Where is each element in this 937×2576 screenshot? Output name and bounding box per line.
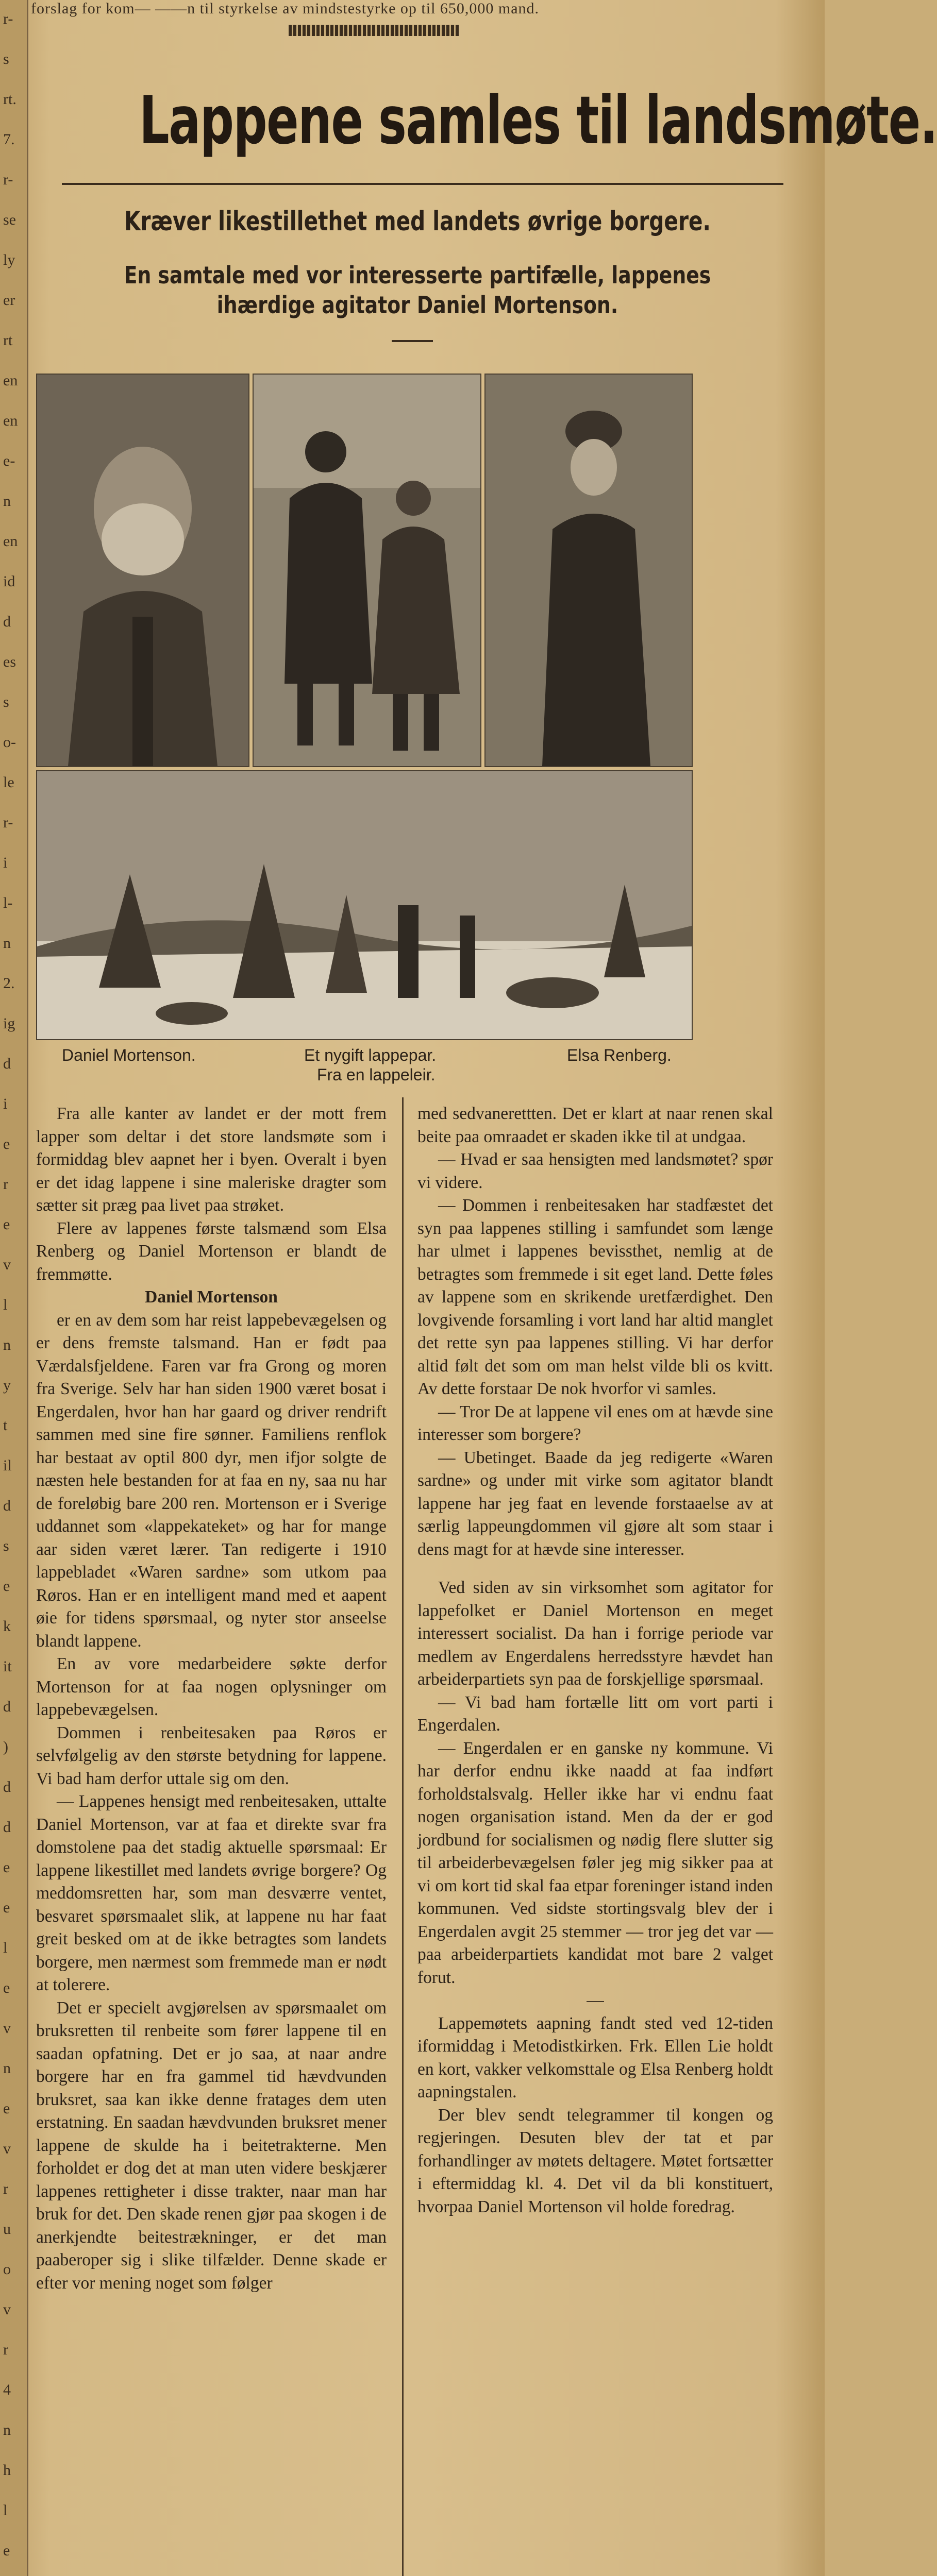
paragraph: — Engerdalen er en ganske ny kommune. Vi har derfor endnu ikke naadd at faa indført forholdstalsvalg. Heller ikke har vi endnu faat nogen organisation istand. Men da der er god jordbund for socialismen og nødig flere slutter sig til arbeiderbevægelsen føler jeg mig sikker paa at vi om kort tid skal faa etpar foreninger istand inden kommunen. Ved sidste stortingsvalg blev der i Engerdalen avgit 25 stemmer — tror jeg det var — paa arbeiderpartiets kandidat mot bare 2 valget forut. bbox=[417, 1738, 773, 1987]
deck-line-1: En samtale med vor interesserte partifælle, lappenes bbox=[124, 261, 711, 289]
caption-mortenson: Daniel Mortenson. bbox=[62, 1046, 196, 1064]
margin-fragment: 7. bbox=[3, 131, 15, 148]
margin-fragment: e bbox=[3, 1216, 10, 1233]
margin-fragment: s bbox=[3, 1537, 9, 1554]
margin-fragment: d bbox=[3, 613, 11, 630]
adjacent-column-fragment bbox=[0, 0, 28, 2576]
margin-fragment: s bbox=[3, 693, 9, 710]
margin-fragment: v bbox=[3, 2020, 11, 2037]
paragraph: Fra alle kanter av landet er der mott frem lapper som deltar i det store landsmøte som i formiddag blev aapnet her i byen. Overalt i byen er det idag lappene i sine maleriske dragter som sætter sit præg paa livet paa strøket. bbox=[36, 1104, 387, 1215]
section-heading: Daniel Mortenson bbox=[145, 1287, 278, 1307]
margin-fragment: k bbox=[3, 1618, 11, 1635]
margin-fragment: v bbox=[3, 2140, 11, 2157]
previous-article-fragment: forslag for kom— ——n til styrkelse av mindstestyrke op til 650,000 mand. bbox=[31, 0, 540, 17]
margin-fragment: ) bbox=[3, 1738, 8, 1755]
margin-fragment: en bbox=[3, 372, 18, 389]
margin-fragment: il bbox=[3, 1457, 12, 1474]
margin-fragment: ly bbox=[3, 251, 15, 268]
paragraph: Der blev sendt telegrammer til kongen og regjeringen. Desuten blev der tat et par forhandlinger av møtets deltagere. Møtet fortsætter i eftermiddag kl. 4. Det vil da bli konstituert, hvorpaa Daniel Mortenson vil holde foredrag. bbox=[417, 2105, 773, 2216]
margin-fragment: d bbox=[3, 1698, 11, 1715]
paragraph: — Lappenes hensigt med renbeitesaken, uttalte Daniel Mortenson, var at faa et direkte svar fra domstolene paa det stadig aktuelle spørsmaal: Er lappene likestillet med landets øvrige borgere? Og meddomsretten har, som man desværre ventet, besvaret spørsmaalet slik, at lappene nu har faat greit besked om at de ikke betragtes som landets borgere, men nærmest som fremmede man er nødt at tolerere. bbox=[36, 1792, 387, 1994]
margin-fragment: en bbox=[3, 412, 18, 429]
margin-fragment: r- bbox=[3, 171, 13, 188]
paragraph: — Vi bad ham fortælle litt om vort parti i Engerdalen. bbox=[417, 1692, 773, 1735]
margin-fragment: e- bbox=[3, 452, 15, 469]
margin-fragment: v bbox=[3, 2301, 11, 2318]
margin-fragment: e bbox=[3, 1899, 10, 1916]
paragraph: er en av dem som har reist lappebevægelsen og er dens fremste talsmand. Han er født paa Værdalsfjeldene. Faren var fra Grong og moren fra Sverige. Selv har han siden 1900 været bosat i Engerdalen, hvor han har gaard og driver rendrift sammen med sine fire sønner. Familiens renflok har bestaat av optil 800 dyr, men ifjor solgte de næsten hele bestanden for at faa en ny, saa nu har de foreløbig bare 200 ren. Mortenson er i Sverige uddannet som «lappekateket» og har for mange aar siden været lærer. Tan redigerte i 1910 lappebladet «Waren sardne» som utkom paa Røros. Han er en intelligent mand med et aapent øie for tidens spørsmaal, og nyter stor anseelse blandt lappene. bbox=[36, 1310, 387, 1651]
margin-fragment: n bbox=[3, 2421, 11, 2438]
margin-fragment: r- bbox=[3, 10, 13, 27]
subheadline: Kræver likestillethet med landets øvrige borgere. bbox=[124, 206, 711, 237]
deck bbox=[41, 260, 794, 320]
margin-fragment: le bbox=[3, 774, 14, 791]
margin-fragment: it bbox=[3, 1658, 12, 1675]
column-divider bbox=[402, 1097, 404, 2576]
margin-fragment: er bbox=[3, 292, 15, 309]
photo-captions bbox=[31, 1046, 804, 1087]
margin-fragment: e bbox=[3, 2100, 10, 2117]
margin-fragment: v bbox=[3, 1256, 11, 1273]
caption-couple: Et nygift lappepar. bbox=[304, 1046, 437, 1064]
margin-fragment: 4 bbox=[3, 2381, 11, 2398]
paragraph: Det er specielt avgjørelsen av spørsmaalet om bruksretten til renbeite som fører lappene til en saadan opfatning. Det er jo saa, at naar andre borgere har en fra gammel tid hævdvunden bruksret, saa kan ikke denne fratages dem uten erstatning. En saadan hævdvunden bruksret mener lappene de skulde ha i beitetrakterne. Men forholdet er dog det at man uten videre beskjærer lappenes rettigheter i disse trakter, naar man har bruk for det. Den skade renen gjør paa skogen i de anerkjendte beitestrækninger, er det man paaberoper sig i slike tilfælder. Denne skade er efter vor mening noget som følger bbox=[36, 1998, 387, 2293]
margin-fragment: e bbox=[3, 1859, 10, 1876]
margin-fragment: e bbox=[3, 1136, 10, 1153]
margin-fragment: rt. bbox=[3, 91, 16, 108]
margin-fragment: e bbox=[3, 1979, 10, 1996]
margin-fragment: n bbox=[3, 493, 11, 510]
paragraph: Lappemøtets aapning fandt sted ved 12-tiden iformiddag i Metodistkirken. Frk. Ellen Lie holdt en kort, vakker velkomsttale og Elsa Renberg holdt aapningstalen. bbox=[417, 2013, 773, 2102]
paragraph: En av vore medarbeidere søkte derfor Mortenson for at faa nogen oplysninger om lappebevægelsen. bbox=[36, 1654, 387, 1719]
deck-line-2: ihærdige agitator Daniel Mortenson. bbox=[216, 291, 618, 319]
margin-fragment: se bbox=[3, 211, 16, 228]
paragraph: — Dommen i renbeitesaken har stadfæstet det syn paa lappenes stilling i samfundet som længe har ulmet i lappenes bevissthet, nemlig at de betragtes som fremmede i sit eget land. Dette føles av lappene som en skrikende uretfærdighet. Den lovgivende forsamling i vort land har altid manglet det rette syn paa lappenes stilling. Vi har derfor altid følt det som om man helst vilde bli os kvitt. Av dette forstaar De nok hvorfor vi samles. bbox=[417, 1196, 773, 1398]
margin-fragment: t bbox=[3, 1417, 8, 1434]
margin-fragment: d bbox=[3, 1497, 11, 1514]
paragraph: Dommen i renbeitesaken paa Røros er selvfølgelig av den største betydning for lappene. Vi bad ham derfor uttale sig om den. bbox=[36, 1723, 387, 1788]
portrait-photo-mortenson bbox=[36, 374, 249, 767]
paragraph: — Tror De at lappene vil enes om at hævde sine interesser som borgere? bbox=[417, 1402, 773, 1444]
paragraph: med sedvanerettten. Det er klart at naar renen skal beite paa omraadet er skaden ikke til at undgaa. bbox=[417, 1104, 773, 1146]
photo-married-couple bbox=[253, 374, 481, 767]
margin-fragment: r bbox=[3, 2180, 8, 2197]
caption-camp: Fra en lappeleir. bbox=[317, 1065, 436, 1084]
margin-fragment: i bbox=[3, 854, 8, 871]
margin-fragment: r bbox=[3, 2341, 8, 2358]
paragraph: — bbox=[587, 1991, 604, 2010]
margin-fragment: e bbox=[3, 1578, 10, 1595]
photo-sami-camp bbox=[36, 770, 693, 1040]
margin-fragment: es bbox=[3, 653, 16, 670]
margin-fragment: d bbox=[3, 1778, 11, 1795]
margin-fragment: n bbox=[3, 935, 11, 952]
top-ornament bbox=[289, 25, 459, 36]
margin-fragment: r- bbox=[3, 814, 13, 831]
portrait-photo-renberg bbox=[484, 374, 693, 767]
margin-fragment: l- bbox=[3, 894, 13, 911]
margin-fragment: r bbox=[3, 1176, 8, 1193]
margin-fragment: n bbox=[3, 1336, 11, 1353]
margin-fragment: y bbox=[3, 1377, 11, 1394]
headline-rule bbox=[62, 183, 783, 185]
paragraph: Flere av lappenes første talsmænd som Elsa Renberg og Daniel Mortenson er blandt de fremmøtte. bbox=[36, 1218, 387, 1284]
margin-fragment: l bbox=[3, 1939, 8, 1956]
margin-fragment: s bbox=[3, 50, 9, 67]
deck-rule bbox=[392, 340, 433, 342]
article-column-right bbox=[417, 1103, 773, 2218]
margin-fragment: o bbox=[3, 2261, 11, 2278]
caption-renberg: Elsa Renberg. bbox=[567, 1046, 672, 1064]
margin-fragment: ig bbox=[3, 1015, 15, 1032]
paragraph: Ved siden av sin virksomhet som agitator for lappefolket er Daniel Mortenson en meget interessert socialist. Da han i forrige periode var medlem av Engerdalens herredsstyre hævdet han arbeiderpartiets syn paa de forskjellige spørsmaal. bbox=[417, 1578, 773, 1689]
margin-fragment: d bbox=[3, 1819, 11, 1836]
margin-fragment: h bbox=[3, 2462, 11, 2479]
margin-fragment: en bbox=[3, 533, 18, 550]
margin-fragment: id bbox=[3, 573, 15, 590]
margin-fragment: l bbox=[3, 2502, 8, 2519]
margin-fragment: o- bbox=[3, 734, 16, 751]
margin-fragment: i bbox=[3, 1095, 8, 1112]
margin-fragment: u bbox=[3, 2221, 11, 2238]
margin-fragment: e bbox=[3, 2542, 10, 2559]
margin-fragment: n bbox=[3, 2060, 11, 2077]
margin-fragment: 2. bbox=[3, 975, 15, 992]
paragraph: — Ubetinget. Baade da jeg redigerte «Waren sardne» og under mit virke som agitator blandt lappene har jeg faat en levende forstaaelse av at særlig lappeungdommen vil gjøre alt som staar i dens magt for at hævde sine interesser. bbox=[417, 1448, 773, 1559]
margin-fragment: rt bbox=[3, 332, 13, 349]
margin-fragment: l bbox=[3, 1296, 8, 1313]
headline: Lappene samles til landsmøte. bbox=[139, 82, 937, 159]
paragraph: — Hvad er saa hensigten med landsmøtet? spør vi videre. bbox=[417, 1150, 773, 1192]
margin-fragment: d bbox=[3, 1055, 11, 1072]
article-column-left bbox=[36, 1103, 387, 2295]
paragraph-gap bbox=[417, 1561, 773, 1577]
